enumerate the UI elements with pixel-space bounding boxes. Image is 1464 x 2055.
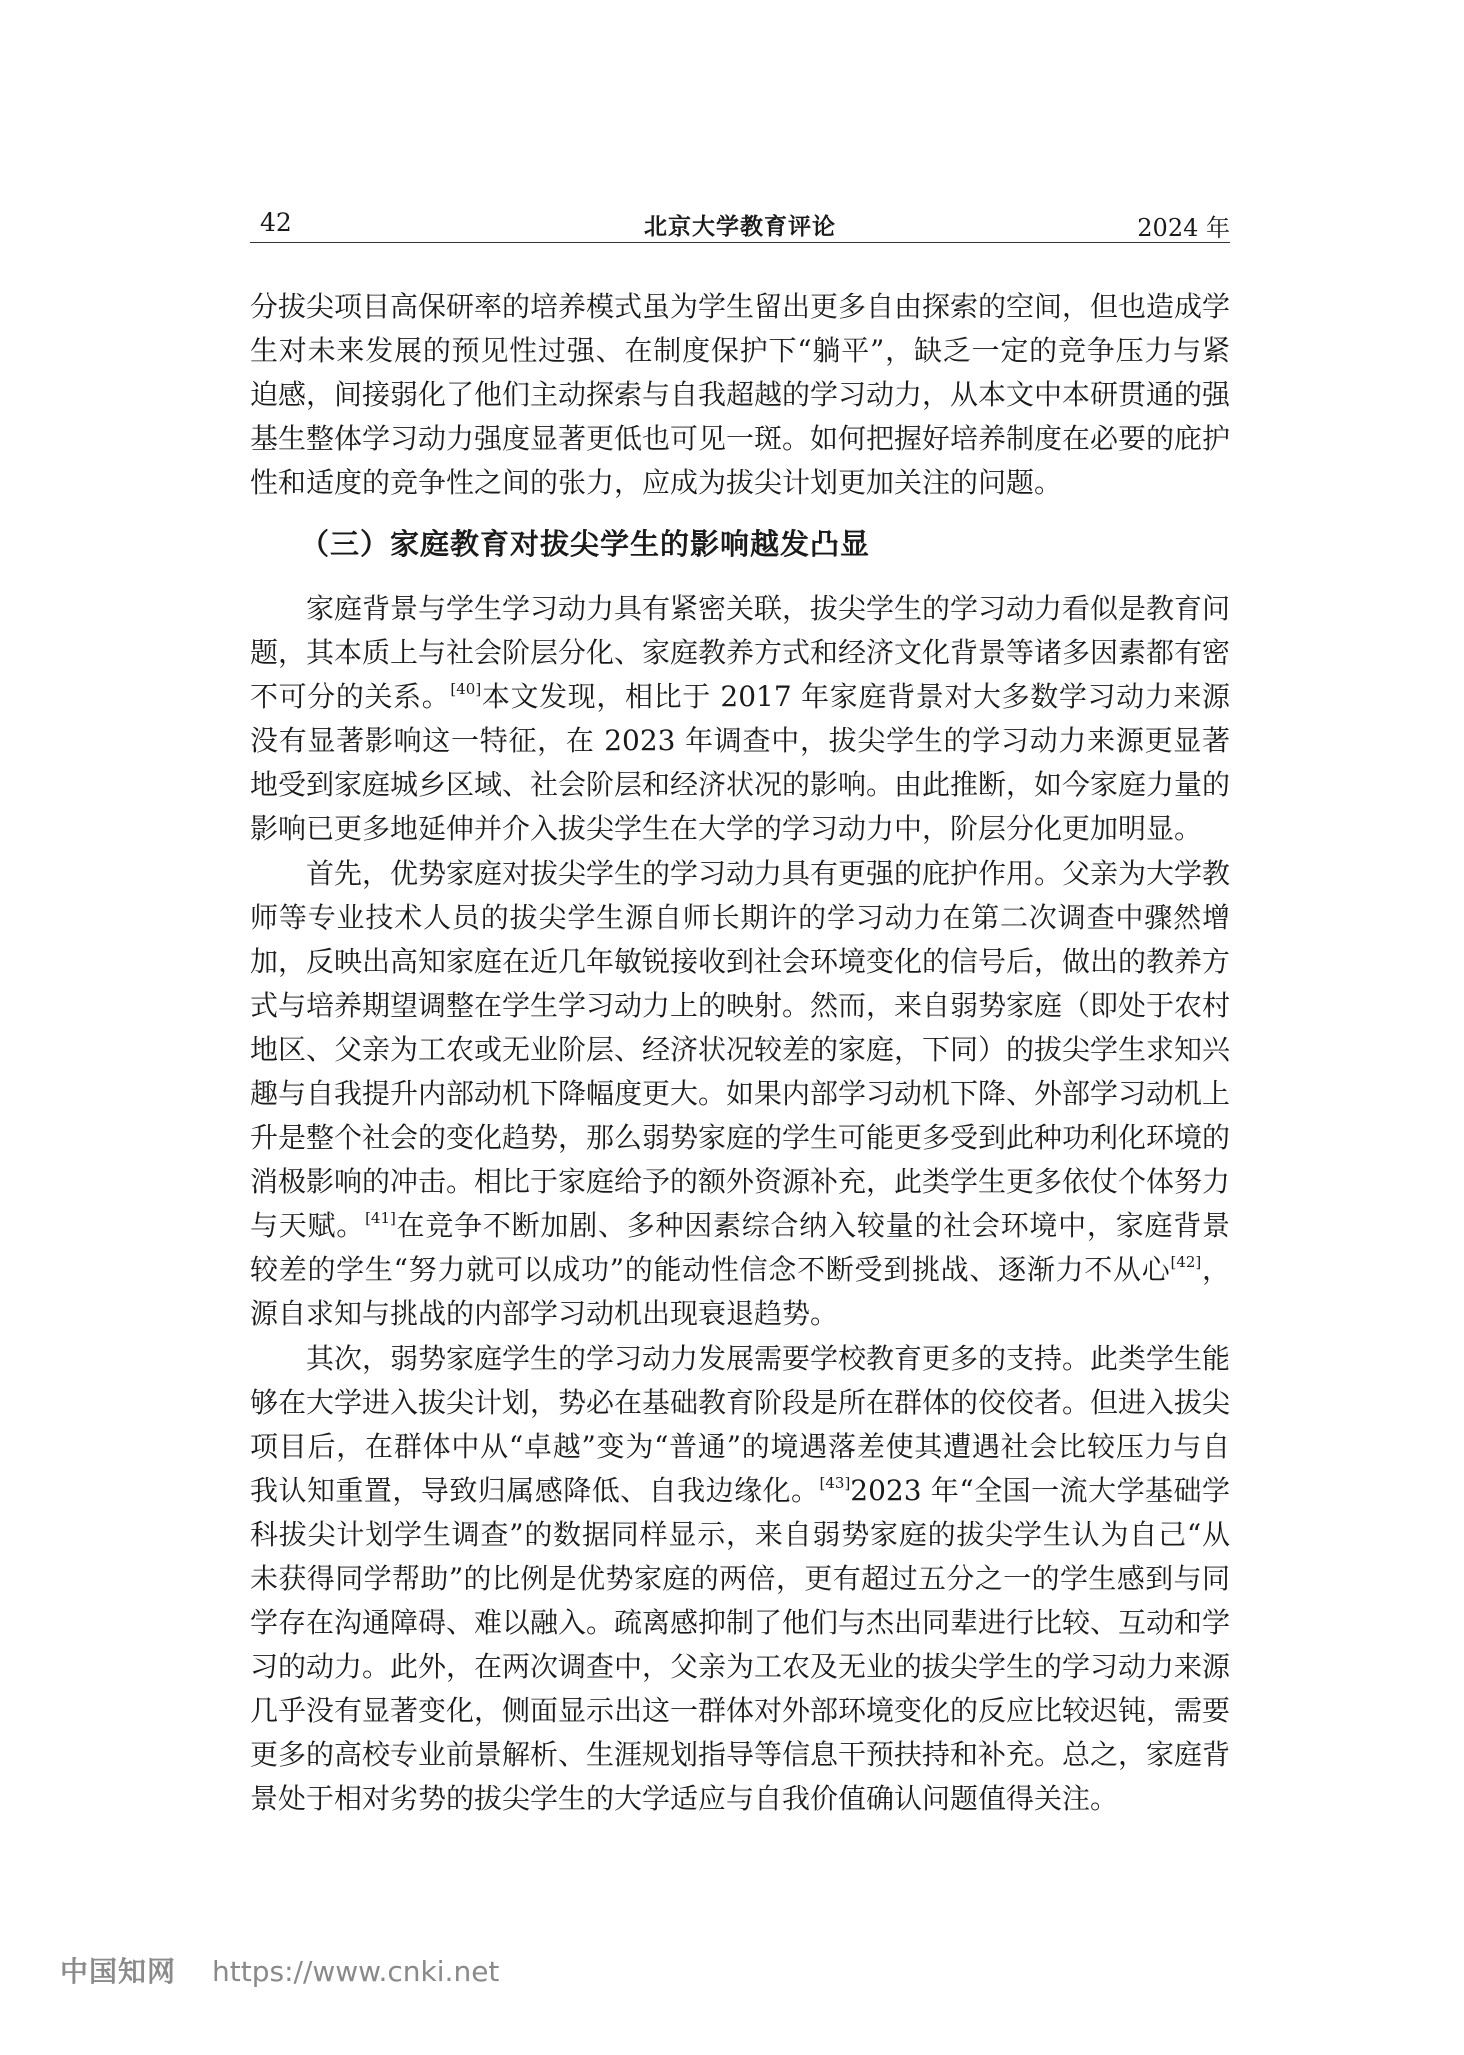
paragraph-text: 在竞争不断加剧、多种因素综合纳入较量的社会环境中，家庭背景较差的学生“努力就可以成功”的能动性信念不断受到挑战、逐渐力不从心 (250, 1209, 1230, 1286)
paragraph-family-background (250, 587, 1230, 851)
paragraph-text: 本文发现，相比于 2017 年家庭背景对大多数学习动力来源没有显著影响这一特征，在 2023 年调查中，拔尖学生的学习动力来源更显著地受到家庭城乡区域、社会阶层和经济状况的影响。由此推断，如今家庭力量的影响已更多地延伸并介入拔尖学生在大学的学习动力中，阶层分化更加明显。 (250, 680, 1231, 845)
citation-41[interactable]: [41] (365, 1209, 396, 1227)
cnki-url[interactable]: https://www.cnki.net (212, 1955, 500, 1988)
citation-43[interactable]: [43] (819, 1474, 851, 1492)
running-header (250, 206, 1230, 242)
publication-year: 2024 年 (1137, 214, 1230, 242)
paragraph-text: 首先，优势家庭对拔尖学生的学习动力具有更强的庇护作用。父亲为大学教师等专业技术人员的拔尖学生源自师长期许的学习动力在第二次调查中骤然增加，反映出高知家庭在近几年敏锐接收到社会环境变化的信号后，做出的教养方式与培养期望调整在学生学习动力上的映射。然而，来自弱势家庭（即处于农村地区、父亲为工农或无业阶层、经济状况较差的家庭，下同）的拔尖学生求知兴趣与自我提升内部动机下降幅度更大。如果内部学习动机下降、外部学习动机上升是整个社会的变化趋势，那么弱势家庭的学生可能更多受到此种功利化环境的消极影响的冲击。相比于家庭给予的额外资源补充，此类学生更多依仗个体努力与天赋。 (250, 857, 1231, 1242)
article-body (250, 285, 1230, 1821)
page-number: 42 (260, 208, 292, 237)
cnki-watermark (60, 1950, 499, 1990)
continued-paragraph: 分拔尖项目高保研率的培养模式虽为学生留出更多自由探索的空间，但也造成学生对未来发展的预见性过强、在制度保护下“躺平”，缺乏一定的竞争压力与紧迫感，间接弱化了他们主动探索与自我超越的学习动力，从本文中本研贯通的强基生整体学习动力强度显著更低也可见一斑。如何把握好培养制度在必要的庇护性和适度的竞争性之间的张力，应成为拔尖计划更加关注的问题。 (250, 290, 1231, 499)
citation-40[interactable]: [40] (450, 680, 482, 698)
journal-title: 北京大学教育评论 (644, 214, 836, 240)
paragraph-text: 2023 年“全国一流大学基础学科拔尖计划学生调查”的数据同样显示，来自弱势家庭的拔尖学生认为自己“从未获得同学帮助”的比例是优势家庭的两倍，更有超过五分之一的学生感到与同学存在沟通障碍、难以融入。疏离感抑制了他们与杰出同辈进行比较、互动和学习的动力。此外，在两次调查中，父亲为工农及无业的拔尖学生的学习动力来源几乎没有显著变化，侧面显示出这一群体对外部环境变化的反应比较迟钝，需要更多的高校专业前景解析、生涯规划指导等信息干预扶持和补充。总之，家庭背景处于相对劣势的拔尖学生的大学适应与自我价值确认问题值得关注。 (250, 1474, 1231, 1815)
section-heading: （三）家庭教育对拔尖学生的影响越发凸显 (300, 527, 871, 561)
paragraph-text: ，源自求知与挑战的内部学习动机出现衰退趋势。 (250, 1253, 1230, 1330)
paragraph-disadvantaged-families (250, 1337, 1230, 1821)
paragraph-text: 其次，弱势家庭学生的学习动力发展需要学校教育更多的支持。此类学生能够在大学进入拔尖计划，势必在基础教育阶段是所在群体的佼佼者。但进入拔尖项目后，在群体中从“卓越”变为“普通”的境遇落差使其遭遇社会比较压力与自我认知重置，导致归属感降低、自我边缘化。 (250, 1342, 1231, 1507)
header-rule (250, 242, 1230, 243)
cnki-logo: 中国知网 (60, 1955, 177, 1988)
citation-42[interactable]: [42] (1170, 1253, 1202, 1271)
paragraph-advantaged-families (250, 852, 1230, 1336)
paragraph-text: 家庭背景与学生学习动力具有紧密关联，拔尖学生的学习动力看似是教育问题，其本质上与社会阶层分化、家庭教养方式和经济文化背景等诸多因素都有密不可分的关系。 (250, 592, 1231, 713)
